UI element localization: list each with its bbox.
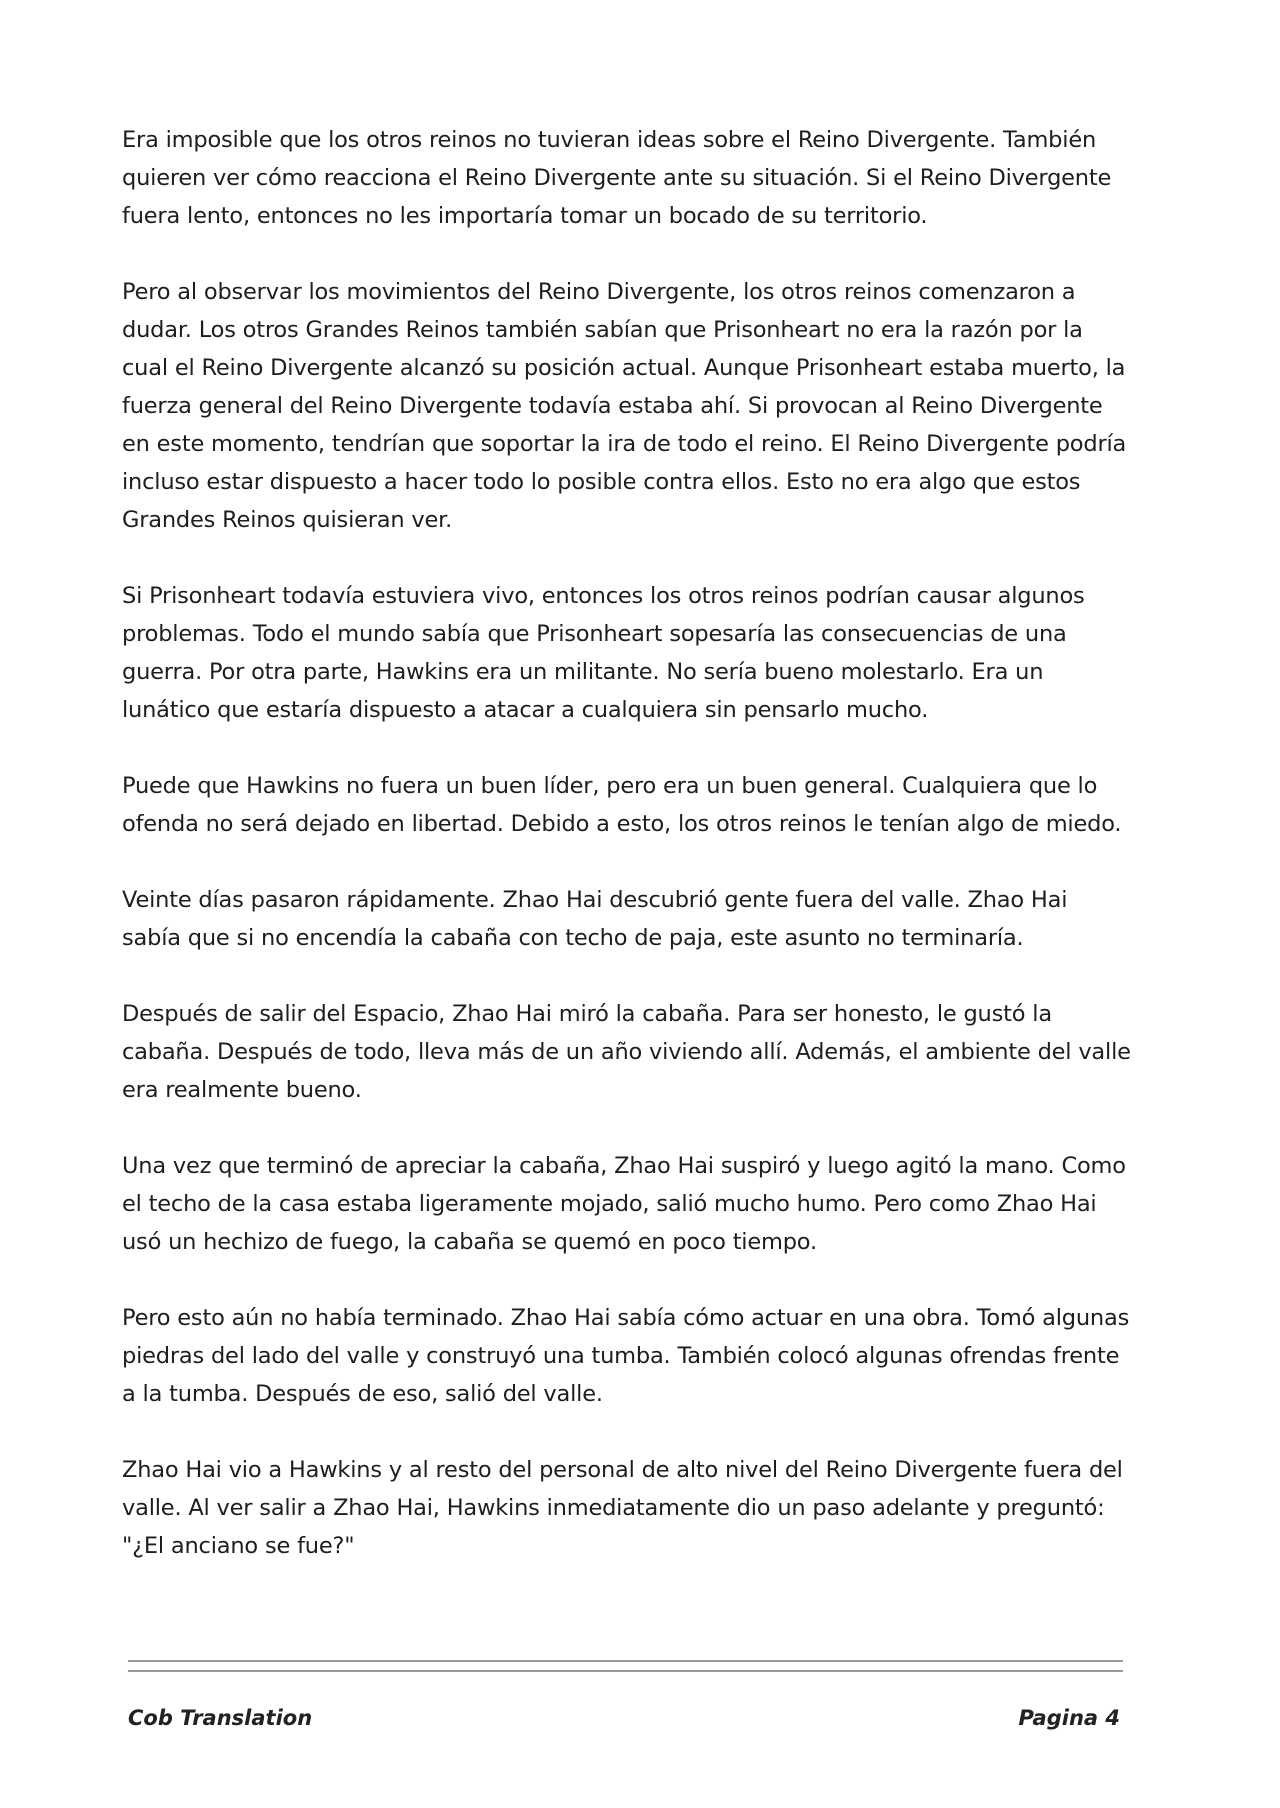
footer-rule-bottom xyxy=(128,1670,1123,1672)
paragraph-9: Zhao Hai vio a Hawkins y al resto del personal de alto nivel del Reino Divergente fuera del valle. Al ver salir a Zhao Hai, Hawkins inmediatamente dio un paso adelante y preguntó: "¿El anciano se fue?" xyxy=(122,1457,1123,1559)
paragraph-6: Después de salir del Espacio, Zhao Hai miró la cabaña. Para ser honesto, le gustó la cabaña. Después de todo, lleva más de un año viviendo allí. Además, el ambiente del valle era realmente bueno. xyxy=(122,1001,1131,1103)
paragraph-7: Una vez que terminó de apreciar la cabaña, Zhao Hai suspiró y luego agitó la mano. Como el techo de la casa estaba ligeramente mojado, salió mucho humo. Pero como Zhao Hai usó un hechizo de fuego, la cabaña se quemó en poco tiempo. xyxy=(122,1153,1126,1255)
body-text xyxy=(122,121,1132,1603)
paragraph-4: Puede que Hawkins no fuera un buen líder, pero era un buen general. Cualquiera que lo ofenda no será dejado en libertad. Debido a esto, los otros reinos le tenían algo de miedo. xyxy=(122,773,1122,837)
paragraph-1: Era imposible que los otros reinos no tuvieran ideas sobre el Reino Divergente. También quieren ver cómo reacciona el Reino Divergente ante su situación. Si el Reino Divergente fuera lento, entonces no les importaría tomar un bocado de su territorio. xyxy=(122,127,1112,229)
footer-source: Cob Translation xyxy=(128,1706,313,1730)
footer-rule-top xyxy=(128,1660,1123,1662)
paragraph-8: Pero esto aún no había terminado. Zhao Hai sabía cómo actuar en una obra. Tomó algunas piedras del lado del valle y construyó una tumba. También colocó algunas ofrendas frente a la tumba. Después de eso, salió del valle. xyxy=(122,1305,1130,1407)
paragraph-2: Pero al observar los movimientos del Reino Divergente, los otros reinos comenzaron a dudar. Los otros Grandes Reinos también sabían que Prisonheart no era la razón por la cual el Reino Divergente alcanzó su posición actual. Aunque Prisonheart estaba muerto, la fuerza general del Reino Divergente todavía estaba ahí. Si provocan al Reino Divergente en este momento, tendrían que soportar la ira de todo el reino. El Reino Divergente podría incluso estar dispuesto a hacer todo lo posible contra ellos. Esto no era algo que estos Grandes Reinos quisieran ver. xyxy=(122,279,1127,533)
footer-page-number: Pagina 4 xyxy=(1018,1706,1120,1730)
footer-divider xyxy=(128,1660,1123,1680)
paragraph-5: Veinte días pasaron rápidamente. Zhao Hai descubrió gente fuera del valle. Zhao Hai sabía que si no encendía la cabaña con techo de paja, este asunto no terminaría. xyxy=(122,887,1068,951)
paragraph-3: Si Prisonheart todavía estuviera vivo, entonces los otros reinos podrían causar algunos problemas. Todo el mundo sabía que Prisonheart sopesaría las consecuencias de una guerra. Por otra parte, Hawkins era un militante. No sería bueno molestarlo. Era un lunático que estaría dispuesto a atacar a cualquiera sin pensarlo mucho. xyxy=(122,583,1085,723)
